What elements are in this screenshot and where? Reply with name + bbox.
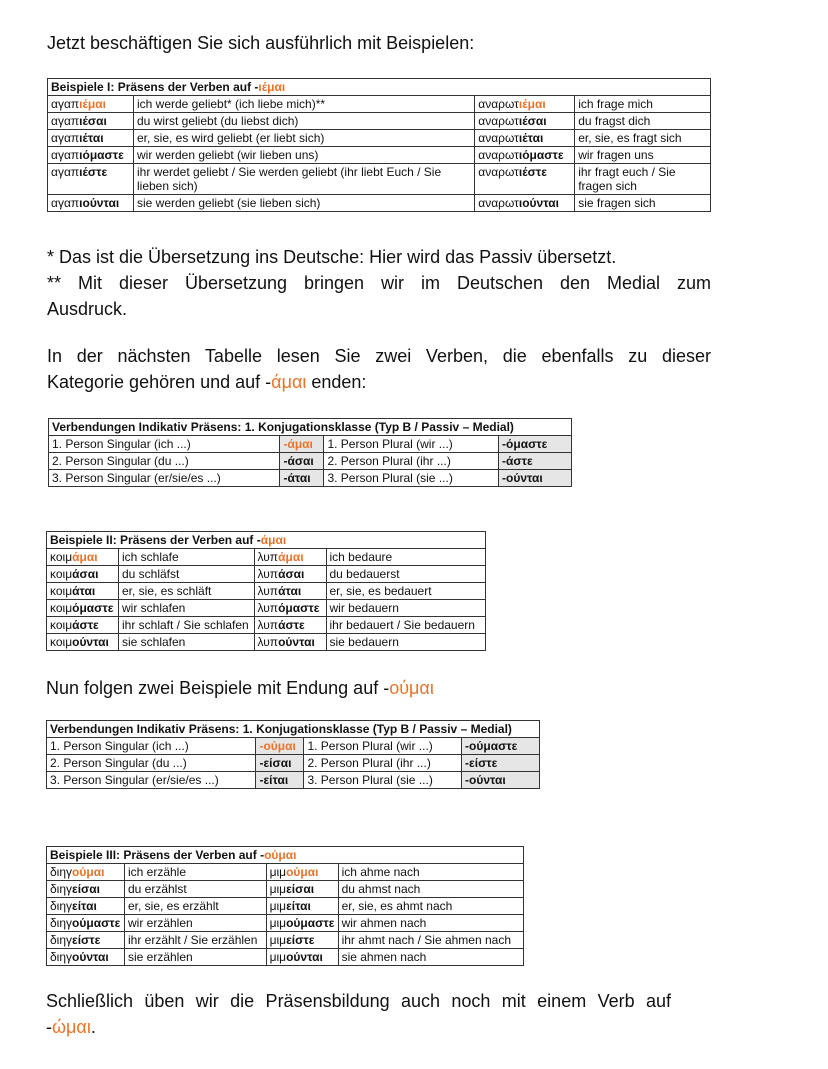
translation-cell: du bedauerst <box>326 566 486 583</box>
footnote-1: * Das ist die Übersetzung ins Deutsche: Hier wird das Passiv übersetzt. <box>47 247 617 267</box>
translation-cell: ihr schlaft / Sie schlafen <box>118 617 254 634</box>
table-title: Verbendungen Indikativ Präsens: 1. Konjugationsklasse (Typ B / Passiv – Medial) <box>47 721 540 738</box>
verb-form-cell: διηγείται <box>47 898 125 915</box>
translation-cell: wir ahmen nach <box>338 915 523 932</box>
endings-table-2 <box>46 720 540 789</box>
translation-cell: sie fragen sich <box>575 195 711 212</box>
translation-cell: wir werden geliebt (wir lieben uns) <box>133 147 474 164</box>
verb-form-cell: μιμείσαι <box>266 881 338 898</box>
translation-cell: ihr ahmt nach / Sie ahmen nach <box>338 932 523 949</box>
person-cell: 3. Person Plural (sie ...) <box>324 470 499 487</box>
examples-table-2 <box>46 531 486 651</box>
table-row <box>47 738 540 755</box>
ending-cell: -ούμαστε <box>462 738 540 755</box>
verb-form-cell: αναρωτιόμαστε <box>475 147 575 164</box>
translation-cell: ich bedaure <box>326 549 486 566</box>
person-cell: 3. Person Singular (er/sie/es ...) <box>49 470 280 487</box>
translation-cell: du wirst geliebt (du liebst dich) <box>133 113 474 130</box>
translation-cell: sie bedauern <box>326 634 486 651</box>
translation-cell: ich schlafe <box>118 549 254 566</box>
verb-form-cell: αγαπιέται <box>48 130 134 147</box>
verb-form-cell: αναρωτιέμαι <box>475 96 575 113</box>
person-cell: 3. Person Singular (er/sie/es ...) <box>47 772 256 789</box>
verb-form-cell: διηγούμαστε <box>47 915 125 932</box>
verb-form-cell: κοιμάται <box>47 583 119 600</box>
footnote-2: ** Mit dieser Übersetzung bringen wir im Deutschen den Medial zum <box>47 273 711 293</box>
translation-cell: du fragst dich <box>575 113 711 130</box>
verb-form-cell: κοιμόμαστε <box>47 600 119 617</box>
translation-cell: wir erzählen <box>124 915 266 932</box>
table-row <box>48 130 711 147</box>
verb-form-cell: μιμούνται <box>266 949 338 966</box>
table-row <box>47 600 486 617</box>
verb-form-cell: διηγούνται <box>47 949 125 966</box>
verb-form-cell: κοιμούνται <box>47 634 119 651</box>
translation-cell: ihr bedauert / Sie bedauern <box>326 617 486 634</box>
ending-cell: -άστε <box>499 453 572 470</box>
person-cell: 1. Person Singular (ich ...) <box>47 738 256 755</box>
translation-cell: sie schlafen <box>118 634 254 651</box>
person-cell: 2. Person Plural (ihr ...) <box>324 453 499 470</box>
verb-form-cell: λυπόμαστε <box>254 600 326 617</box>
verb-form-cell: μιμούμαστε <box>266 915 338 932</box>
table-row <box>47 898 524 915</box>
translation-cell: er, sie, es schläft <box>118 583 254 600</box>
translation-cell: er, sie, es fragt sich <box>575 130 711 147</box>
intro-text: Jetzt beschäftigen Sie sich ausführlich mit Beispielen: <box>47 33 475 53</box>
paragraph-2-cont: Kategorie gehören und auf -άμαι enden: <box>47 372 367 392</box>
footnote-2-cont: Ausdruck. <box>47 299 128 319</box>
examples-table-1 <box>47 78 711 212</box>
person-cell: 2. Person Plural (ihr ...) <box>304 755 462 772</box>
ending-cell: -άμαι <box>280 436 324 453</box>
ending-cell: -είσαι <box>256 755 304 772</box>
examples-table-3 <box>46 846 524 966</box>
verb-form-cell: διηγείσαι <box>47 881 125 898</box>
table-title: Beispiele I: Präsens der Verben auf -ιέμαι <box>48 79 711 96</box>
table-row <box>49 436 572 453</box>
translation-cell: er, sie, es erzählt <box>124 898 266 915</box>
paragraph-4-cont: -ώμαι. <box>46 1017 96 1037</box>
person-cell: 1. Person Singular (ich ...) <box>49 436 280 453</box>
translation-cell: sie erzählen <box>124 949 266 966</box>
table-row <box>47 881 524 898</box>
person-cell: 1. Person Plural (wir ...) <box>324 436 499 453</box>
person-cell: 2. Person Singular (du ...) <box>47 755 256 772</box>
table-row <box>48 147 711 164</box>
verb-form-cell: διηγείστε <box>47 932 125 949</box>
verb-form-cell: λυπάστε <box>254 617 326 634</box>
verb-form-cell: μιμείται <box>266 898 338 915</box>
verb-form-cell: αναρωτιέστε <box>475 164 575 195</box>
table-row <box>47 755 540 772</box>
table-row <box>48 96 711 113</box>
ending-cell: -είστε <box>462 755 540 772</box>
translation-cell: ich ahme nach <box>338 864 523 881</box>
table-row <box>47 932 524 949</box>
table-row <box>47 772 540 789</box>
translation-cell: er, sie, es wird geliebt (er liebt sich) <box>133 130 474 147</box>
translation-cell: er, sie, es ahmt nach <box>338 898 523 915</box>
verb-form-cell: αναρωτιέται <box>475 130 575 147</box>
table-row <box>49 453 572 470</box>
table-title: Beispiele III: Präsens der Verben auf -ούμαι <box>47 847 524 864</box>
verb-form-cell: αγαπιέσαι <box>48 113 134 130</box>
verb-form-cell: αγαπιέμαι <box>48 96 134 113</box>
person-cell: 2. Person Singular (du ...) <box>49 453 280 470</box>
table-row <box>47 634 486 651</box>
table-row <box>47 566 486 583</box>
verb-form-cell: λυπάμαι <box>254 549 326 566</box>
verb-form-cell: λυπάται <box>254 583 326 600</box>
verb-form-cell: αγαπιούνται <box>48 195 134 212</box>
person-cell: 1. Person Plural (wir ...) <box>304 738 462 755</box>
verb-form-cell: κοιμάστε <box>47 617 119 634</box>
verb-form-cell: μιμούμαι <box>266 864 338 881</box>
table-row <box>47 549 486 566</box>
translation-cell: du ahmst nach <box>338 881 523 898</box>
translation-cell: ich frage mich <box>575 96 711 113</box>
person-cell: 3. Person Plural (sie ...) <box>304 772 462 789</box>
table-row <box>47 617 486 634</box>
verb-form-cell: λυπούνται <box>254 634 326 651</box>
endings-table-1 <box>48 418 572 487</box>
paragraph-2: In der nächsten Tabelle lesen Sie zwei Verben, die ebenfalls zu dieser <box>47 346 711 366</box>
translation-cell: wir fragen uns <box>575 147 711 164</box>
verb-form-cell: κοιμάσαι <box>47 566 119 583</box>
table-row <box>48 113 711 130</box>
translation-cell: ihr erzählt / Sie erzählen <box>124 932 266 949</box>
ending-cell: -όμαστε <box>499 436 572 453</box>
ending-cell: -άται <box>280 470 324 487</box>
verb-form-cell: μιμείστε <box>266 932 338 949</box>
verb-form-cell: κοιμάμαι <box>47 549 119 566</box>
table-row <box>47 915 524 932</box>
ending-cell: -ούνται <box>499 470 572 487</box>
verb-form-cell: διηγούμαι <box>47 864 125 881</box>
paragraph-4: Schließlich üben wir die Präsensbildung auch noch mit einem Verb auf <box>46 991 671 1011</box>
verb-form-cell: αγαπιέστε <box>48 164 134 195</box>
translation-cell: du erzählst <box>124 881 266 898</box>
verb-form-cell: αναρωτιέσαι <box>475 113 575 130</box>
translation-cell: ich erzähle <box>124 864 266 881</box>
table-title: Verbendungen Indikativ Präsens: 1. Konjugationsklasse (Typ B / Passiv – Medial) <box>49 419 572 436</box>
ending-cell: -άσαι <box>280 453 324 470</box>
translation-cell: sie ahmen nach <box>338 949 523 966</box>
table-row <box>48 195 711 212</box>
ending-cell: -ούνται <box>462 772 540 789</box>
translation-cell: ihr fragt euch / Sie fragen sich <box>575 164 711 195</box>
verb-form-cell: αγαπιόμαστε <box>48 147 134 164</box>
translation-cell: ihr werdet geliebt / Sie werden geliebt (ihr liebt Euch / Sie lieben sich) <box>133 164 474 195</box>
translation-cell: du schläfst <box>118 566 254 583</box>
table-row <box>49 470 572 487</box>
ending-cell: -ούμαι <box>256 738 304 755</box>
translation-cell: er, sie, es bedauert <box>326 583 486 600</box>
table-row <box>47 864 524 881</box>
translation-cell: wir schlafen <box>118 600 254 617</box>
table-title: Beispiele II: Präsens der Verben auf -άμαι <box>47 532 486 549</box>
verb-form-cell: αναρωτιούνται <box>475 195 575 212</box>
table-row <box>47 583 486 600</box>
table-row <box>48 164 711 195</box>
paragraph-3: Nun folgen zwei Beispiele mit Endung auf -ούμαι <box>46 678 434 698</box>
translation-cell: wir bedauern <box>326 600 486 617</box>
verb-form-cell: λυπάσαι <box>254 566 326 583</box>
ending-cell: -είται <box>256 772 304 789</box>
translation-cell: ich werde geliebt* (ich liebe mich)** <box>133 96 474 113</box>
translation-cell: sie werden geliebt (sie lieben sich) <box>133 195 474 212</box>
table-row <box>47 949 524 966</box>
